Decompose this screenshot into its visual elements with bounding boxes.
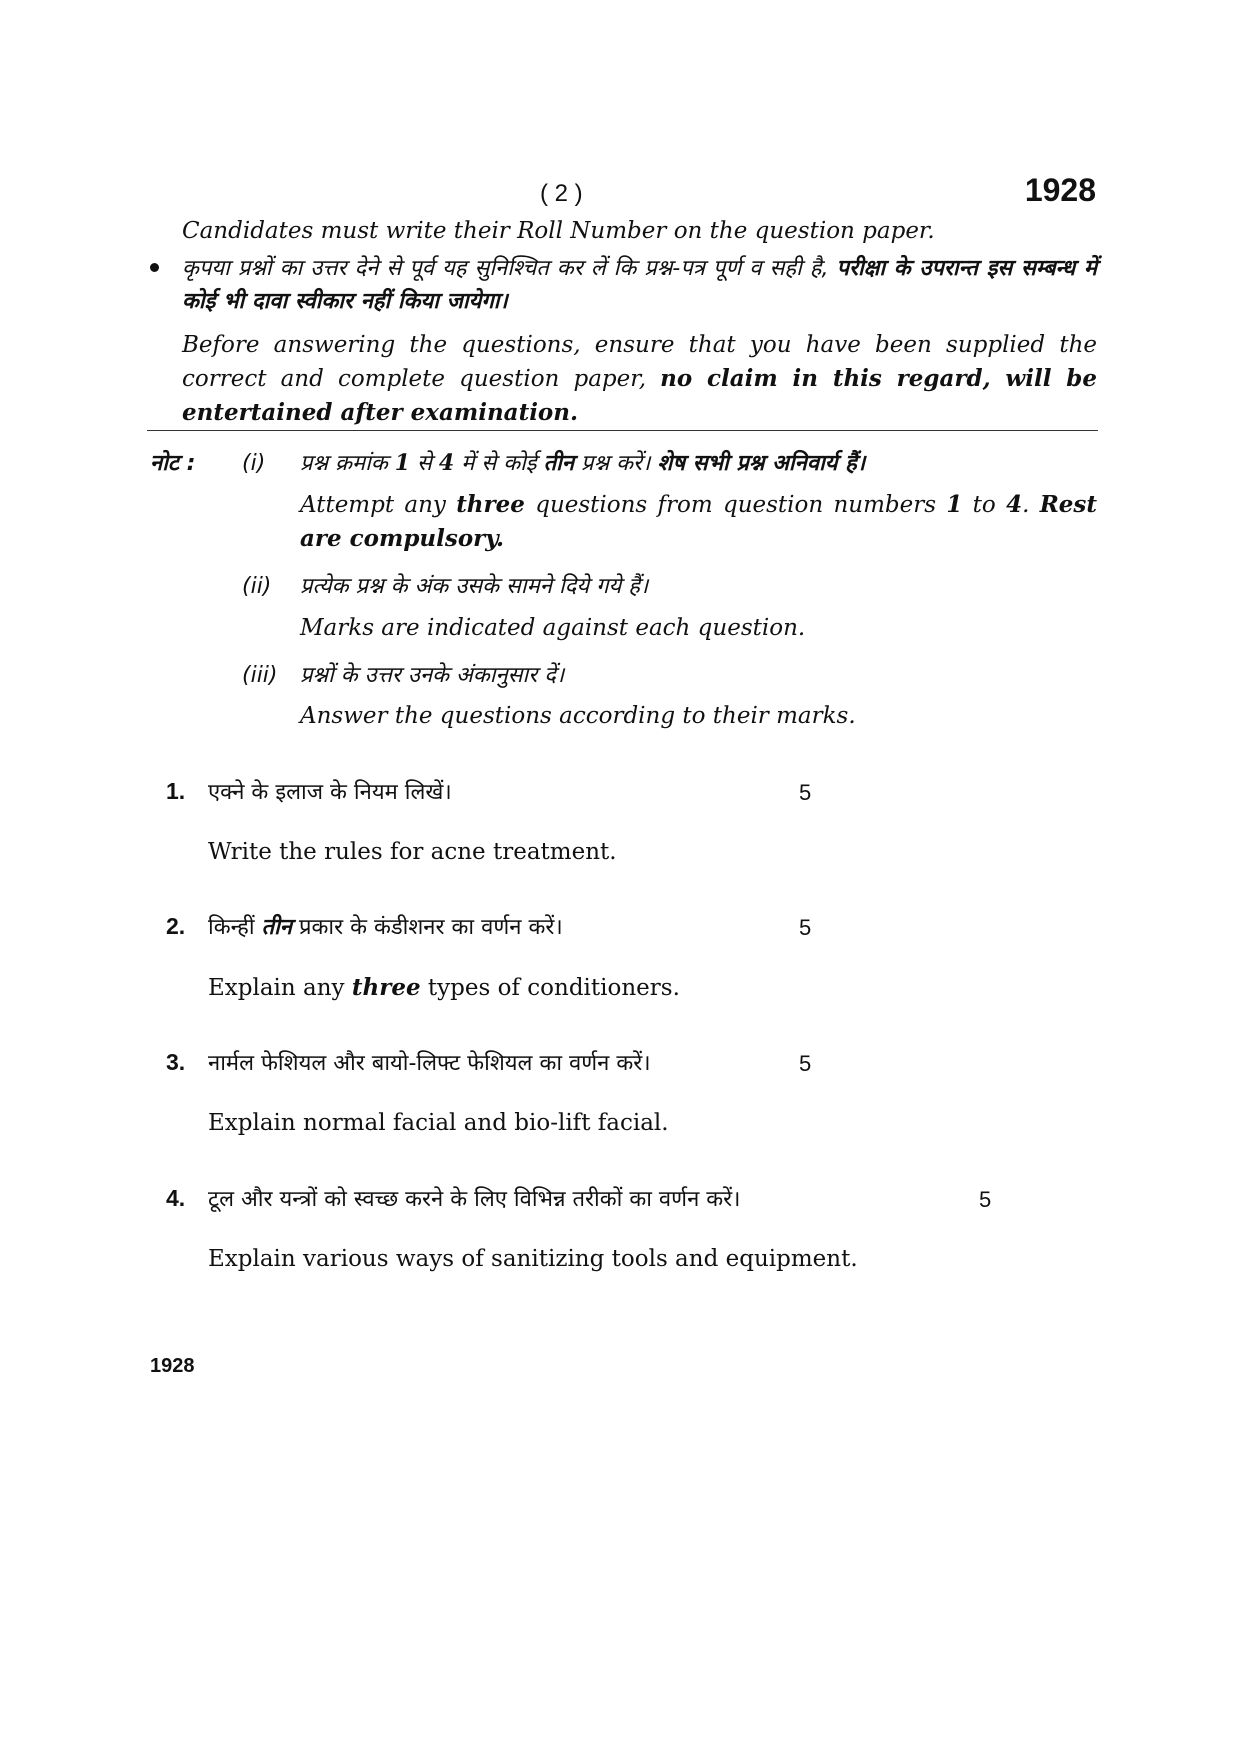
note-1-hi-bold-three: तीन [543, 451, 575, 476]
roll-number-instruction: Candidates must write their Roll Number on the question paper. [182, 218, 935, 244]
question-3-number: 3. [166, 1049, 186, 1075]
question-1-hindi: एक्ने के इलाज के नियम लिखें। [208, 780, 452, 805]
note-1-hi-part: प्रश्न क्रमांक [300, 451, 395, 476]
question-1-number: 1. [166, 778, 186, 804]
question-2-number: 2. [166, 913, 186, 939]
note-1-en-num4: 4 [1006, 491, 1023, 518]
note-1-hindi [300, 447, 1097, 480]
instruction-hindi [182, 252, 1097, 318]
note-1-en-part: . [1022, 492, 1040, 518]
question-2-hi-text: प्रकार के कंडीशनर का वर्णन करें। [292, 915, 563, 940]
note-roman-3: (iii) [242, 663, 278, 688]
question-1-english: Write the rules for acne treatment. [208, 839, 617, 865]
paper-code-footer: 1928 [150, 1355, 195, 1377]
question-2-hindi [208, 911, 563, 944]
instruction-hindi-bold: परीक्षा के उपरान्त इस सम्बन्ध में कोई भी दावा स्वीकार नहीं किया जायेगा। [182, 256, 1097, 314]
note-roman-2: (ii) [242, 574, 272, 599]
question-2-en-bold: three [351, 974, 421, 1001]
note-roman-1: (i) [242, 451, 266, 476]
question-1-marks: 5 [799, 780, 812, 805]
note-1-hi-num4: 4 [438, 450, 455, 476]
paper-code-header: 1928 [1024, 172, 1096, 208]
note-1-english [300, 488, 1097, 556]
instruction-english [182, 329, 1097, 430]
question-2-hi-bold: तीन [261, 915, 292, 940]
note-1-en-part: questions from question numbers [524, 492, 947, 518]
instruction-hindi-text: कृपया प्रश्नों का उत्तर देने से पूर्व यह सुनिश्चित कर लें कि प्रश्न-पत्र पूर्ण व सही है, [182, 256, 837, 281]
page-number: ( 2 ) [540, 180, 583, 207]
question-2-en-text: types of conditioners. [420, 975, 680, 1001]
note-1-hi-bold-rest: शेष सभी प्रश्न अनिवार्य हैं। [657, 451, 866, 476]
question-3-hindi: नार्मल फेशियल और बायो-लिफ्ट फेशियल का वर्णन करें। [208, 1051, 651, 1076]
bullet-icon [150, 263, 159, 272]
question-3-marks: 5 [799, 1051, 812, 1076]
note-1-en-part: to [962, 492, 1007, 518]
question-2-en-text: Explain any [208, 975, 352, 1001]
instruction-english-text: Before answering the questions, ensure that you have been supplied the correct and complete question paper, [182, 332, 1097, 392]
note-1-en-num1: 1 [946, 491, 963, 518]
question-4-marks: 5 [979, 1187, 992, 1212]
note-1-hi-part: से [410, 451, 439, 476]
note-1-en-bold-rest: Rest are compulsory. [300, 491, 1098, 552]
question-3-english: Explain normal facial and bio-lift facial. [208, 1110, 669, 1136]
question-2-english [208, 971, 680, 1005]
instruction-english-bold: no claim in this regard, will be entertained after examination. [182, 365, 1097, 426]
note-3-english: Answer the questions according to their marks. [300, 703, 856, 729]
question-4-number: 4. [166, 1185, 186, 1211]
question-2-hi-text: किन्हीं [208, 915, 262, 940]
note-1-hi-num1: 1 [394, 450, 411, 476]
note-1-hi-part: में से कोई [454, 451, 544, 476]
note-2-hindi: प्रत्येक प्रश्न के अंक उसके सामने दिये गये हैं। [300, 574, 649, 599]
question-4-english: Explain various ways of sanitizing tools and equipment. [208, 1246, 858, 1272]
note-1-en-bold-three: three [456, 491, 525, 518]
question-4-hindi: टूल और यन्त्रों को स्वच्छ करने के लिए विभिन्न तरीकों का वर्णन करें। [208, 1187, 741, 1212]
note-label: नोट : [150, 451, 196, 476]
divider [147, 430, 1098, 431]
note-3-hindi: प्रश्नों के उत्तर उनके अंकानुसार दें। [300, 663, 565, 688]
note-1-en-part: Attempt any [300, 492, 457, 518]
question-2-marks: 5 [799, 915, 812, 940]
note-2-english: Marks are indicated against each question. [300, 615, 806, 641]
note-1-hi-part: प्रश्न करें। [574, 451, 658, 476]
